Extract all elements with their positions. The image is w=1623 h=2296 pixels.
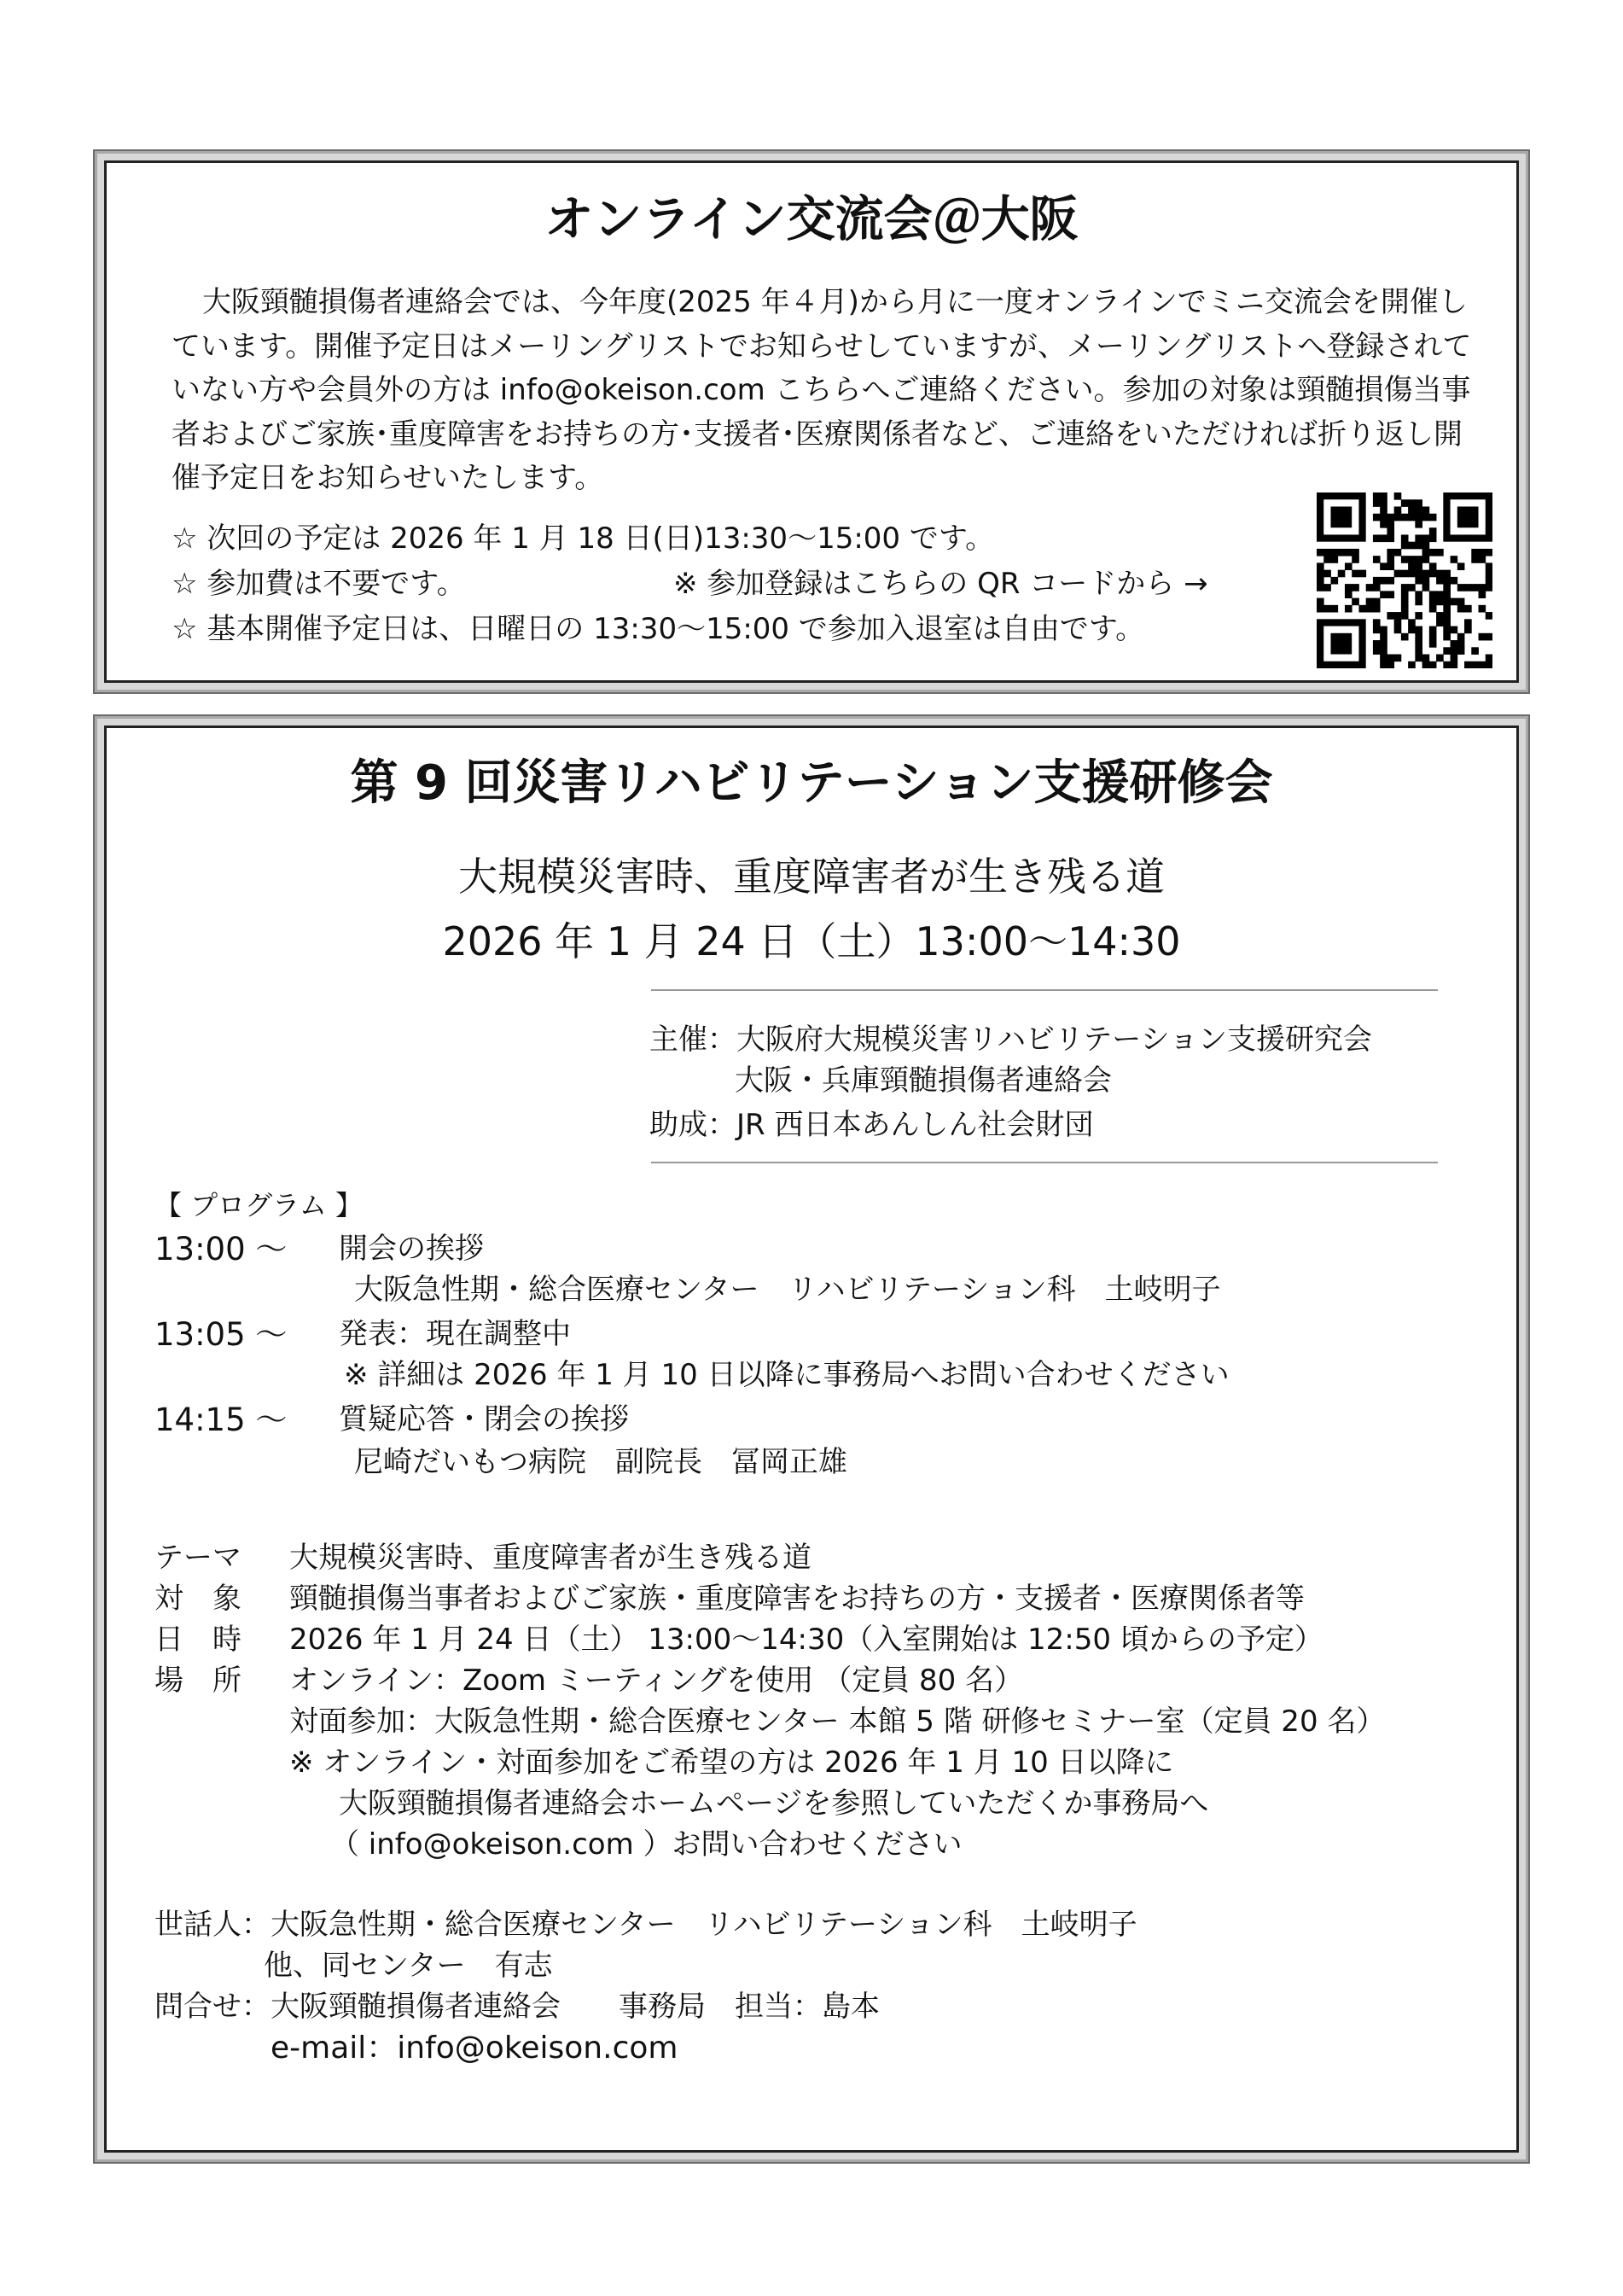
place-note-3: （ info@okeison.com ）お問い合わせください xyxy=(330,1827,963,1862)
info-label-place: 場 所 xyxy=(154,1664,241,1698)
organizer-line: 主催：大阪府大規模災害リハビリテーション支援研究会 xyxy=(649,1023,1372,1057)
online-meetup-box xyxy=(104,160,1519,683)
program-detail-2: ※ 詳細は 2026 年 1 月 10 日以降に事務局へお問い合わせください xyxy=(344,1358,1230,1392)
info-value-place: オンライン：Zoom ミーティングを使用 （定員 80 名） xyxy=(289,1664,1024,1698)
support-line: 助成：JR 西日本あんしん社会財団 xyxy=(649,1108,1094,1142)
info-value-target: 頸髄損傷当事者およびご家族・重度障害をお持ちの方・支援者・医療関係者等 xyxy=(289,1582,1305,1616)
info-label-theme: テーマ xyxy=(154,1541,241,1575)
program-title-1: 開会の挨拶 xyxy=(339,1232,484,1266)
program-heading: 【 プログラム 】 xyxy=(154,1189,364,1221)
divider-bottom xyxy=(651,1162,1438,1163)
program-detail-3: 尼崎だいもつ病院 副院長 冨岡正雄 xyxy=(354,1445,847,1479)
program-detail-1: 大阪急性期・総合医療センター リハビリテーション科 土岐明子 xyxy=(354,1273,1221,1307)
online-meetup-paragraph: 大阪頸髄損傷者連絡会では、今年度(2025 年４月)から月に一度オンラインでミニ交流会を開催しています。開催予定日はメーリングリストでお知らせしていますが、メーリングリストへ登録されていない方や会員外の方は info@okeison.com こちらへご連絡ください。参加の対象は頸髄損傷当事者およびご家族･重度障害をお持ちの方･支援者･医療関係者など、ご連絡をいただければ折り返し開催予定日をお知らせいたします。 xyxy=(172,285,1472,495)
program-title-2: 発表：現在調整中 xyxy=(339,1317,571,1351)
program-time-2: 13:05 ～ xyxy=(154,1316,288,1353)
contact-line: 問合せ：大阪頸髄損傷者連絡会 事務局 担当：島本 xyxy=(154,1990,880,2024)
info-label-datetime: 日 時 xyxy=(154,1623,241,1657)
caretaker-line: 世話人：大阪急性期・総合医療センター リハビリテーション科 土岐明子 xyxy=(154,1908,1137,1942)
place-note-2: 大阪頸髄損傷者連絡会ホームページを参照していただくか事務局へ xyxy=(339,1786,1209,1821)
seminar-subtitle: 大規模災害時、重度障害者が生き残る道 xyxy=(458,854,1165,900)
seminar-datetime: 2026 年 1 月 24 日（土）13:00～14:30 xyxy=(442,918,1181,964)
info-value-theme: 大規模災害時、重度障害者が生き残る道 xyxy=(289,1541,812,1575)
program-time-1: 13:00 ～ xyxy=(154,1231,288,1267)
online-meetup-title: オンライン交流会＠大阪 xyxy=(544,191,1079,248)
organizer-line-2: 大阪・兵庫頸髄損傷者連絡会 xyxy=(735,1064,1112,1098)
seminar-box xyxy=(104,726,1519,2153)
program-time-3: 14:15 ～ xyxy=(154,1401,288,1438)
seminar-title: 第 9 回災害リハビリテーション支援研修会 xyxy=(350,755,1273,811)
info-value-place-2: 対面参加：大阪急性期・総合医療センター 本館 5 階 研修セミナー室（定員 20 名） xyxy=(289,1705,1386,1739)
next-schedule-item: ☆ 次回の予定は 2026 年 1 月 18 日(日)13:30～15:00 です。 xyxy=(172,522,995,556)
info-value-datetime: 2026 年 1 月 24 日（土） 13:00～14:30（入室開始は 12:50 頃からの予定） xyxy=(289,1623,1323,1657)
divider-top xyxy=(651,989,1438,991)
contact-email: e-mail：info@okeison.com xyxy=(270,2031,678,2066)
qr-registration-note: ※ 参加登録はこちらの QR コードから → xyxy=(673,567,1208,601)
basic-schedule-item: ☆ 基本開催予定日は、日曜日の 13:30～15:00 で参加入退室は自由です。 xyxy=(172,612,1145,646)
registration-qr-code[interactable] xyxy=(1317,492,1492,668)
info-label-target: 対 象 xyxy=(154,1582,241,1616)
program-title-3: 質疑応答・閉会の挨拶 xyxy=(339,1402,629,1436)
place-note-1: ※ オンライン・対面参加をご希望の方は 2026 年 1 月 10 日以降に xyxy=(289,1745,1174,1780)
caretaker-line-2: 他、同センター 有志 xyxy=(264,1949,553,1983)
fee-item: ☆ 参加費は不要です。 xyxy=(172,567,466,601)
qr-code-icon xyxy=(1317,492,1492,668)
